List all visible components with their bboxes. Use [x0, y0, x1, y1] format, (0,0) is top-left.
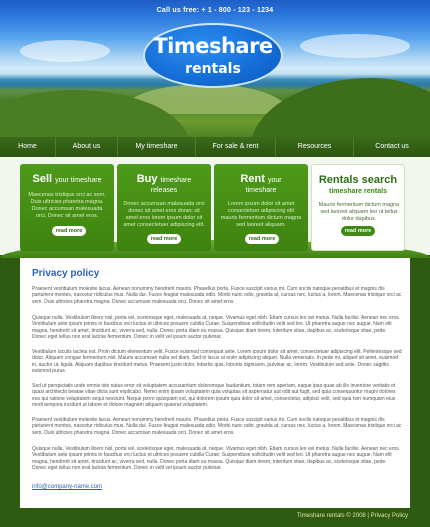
page-title: Privacy policy	[32, 268, 100, 279]
nav-item-my-timeshare[interactable]: My timeshare	[118, 137, 196, 157]
promo-text: Maecenas tristique orci ac sem. Duis ultricies pharetra magna. Donec accumsan malesuada orci. Donec sit amet eros.	[28, 192, 106, 219]
promo-rentals-search	[311, 164, 405, 251]
nav-item-home[interactable]: Home	[0, 137, 56, 157]
promo-heading	[214, 173, 308, 185]
nav-item-contact-us[interactable]: Contact us	[375, 143, 409, 150]
copyright-text: Timeshare rentals © 2008	[296, 513, 366, 519]
logo-subtitle: rentals	[185, 61, 241, 77]
promo-heading-small: your timeshare	[55, 177, 102, 184]
promo-text: Donec accumsan malesuada orci donec sit amet eros donec sit amet eros lorem ipsum dolor sit amet consectetuer adipiscing elit.	[123, 201, 205, 228]
promo-heading	[20, 173, 114, 185]
header-hero	[0, 0, 430, 137]
footer	[0, 508, 430, 527]
content-paragraph: Praesent vestibulum molestie lacus. Aenean nonummy hendrerit mauris. Phasellus porta. Fusce suscipit varius mi. Cum sociis natoque penatibus et magnis dis parturient montes, nascetur ridiculus mus. Nulla dui. Fusce feugiat malesuada odio. Morbi nunc odio, gravida at, cursus nec, luctus a, lorem. Maecenas tristique orci ac sem. Duis ultricies pharetra magna. Donec accumsan malesuada orci. Donec sit amet eros.	[32, 417, 402, 436]
main-content	[20, 258, 410, 508]
email-link[interactable]: info@company-name.com	[32, 484, 103, 490]
promo-subheading: timeshare	[245, 187, 277, 194]
promo-sell	[20, 164, 114, 251]
promo-subheading: releases	[150, 187, 178, 194]
promo-heading	[117, 173, 211, 185]
promo-subheading: timeshare rentals	[329, 188, 387, 195]
content-paragraph: Quisque nulla. Vestibulum libero nisl, porta vel, scelerisque eget, malesuada at, neque. Vivamus eget nibh. Etiam cursus leo vel metus. Nulla facilisi. Aenean nec eros. Vestibulum ante ipsum primis in faucibus orci luctus et ultrices posuere cubilia Curae; Suspendisse sollicitudin velit sed leo. Ut pharetra augue nec augue. Nam elit magna, hendrerit sit amet, tincidunt ac, viverra sed, nulla. Donec porta diam eu massa. Quisque diam lorem, interdum vitae, dapibus ac, scelerisque vitae, pede. Donec eget tellus non erat lacinia fermentum. Donec in velit vel ipsum auctor pulvinar.	[32, 315, 401, 341]
nav-item-resources[interactable]: Resources	[276, 137, 354, 157]
read-more-button[interactable]: read more	[341, 226, 375, 236]
main-nav	[0, 137, 430, 157]
nav-item-about-us[interactable]: About us	[56, 137, 118, 157]
promo-text: Lorem ipsum dolor sit amet consectetuer adipiscing elit mauris fermentum dictum magna sed laoreet aliquam.	[220, 201, 302, 228]
promo-heading	[312, 174, 404, 186]
content-paragraph: Vestibulum iaculis lacinia est. Proin dictum elementum velit. Fusce euismod consequat ante. Lorem ipsum dolor sit amet, consectetuer adipiscing elit. Pellentesque sed dolor. Aliquam congue fermentum nisl. Mauris accumsan nulla vel diam. Sed in lacus ut enim adipiscing aliquet. Nulla venenatis. In pede mi, aliquet sit amet, euismod in, auctor ut, ligula. Aliquam dapibus tincidunt metus. Praesent justo dolor, lobortis quis, lobortis dignissim, pulvinar ac, lorem. Vestibulum sed ante. Donec sagittis euismod purus.	[32, 349, 402, 375]
cloud-decoration	[300, 34, 410, 58]
privacy-policy-link[interactable]: Privacy Policy	[370, 513, 408, 519]
promo-heading-big: Sell	[32, 173, 53, 185]
site-logo[interactable]	[143, 23, 283, 88]
hill-decoration	[250, 78, 430, 137]
promo-text: Mauris fermentum dictum magna sed laoreet aliquam leo ut tellus dolor dapibus.	[318, 202, 400, 222]
phone-number: Call us free: + 1 - 800 - 123 - 1234	[156, 7, 274, 14]
footer-separator: |	[365, 513, 371, 519]
read-more-button[interactable]: read more	[245, 234, 279, 244]
content-paragraph: Quisque nulla. Vestibulum libero nisl, porta vel, scelerisque eget, malesuada at, neque. Vivamus eget nibh. Etiam cursus leo vel metus. Nulla facilisi. Aenean nec eros. Vestibulum ante ipsum primis in faucibus orci luctus et ultrices posuere cubilia Curae; Suspendisse sollicitudin velit sed leo. Ut pharetra augue nec augue. Nam elit magna, hendrerit sit amet, tincidunt ac, viverra sed, nulla. Donec porta diam eu massa. Quisque diam lorem, interdum vitae, dapibus ac, scelerisque vitae, pede. Donec eget tellus non erat lacinia fermentum. Donec in velit vel ipsum auctor pulvinar.	[32, 446, 401, 472]
footer-text	[297, 513, 408, 519]
promo-heading-small: your	[267, 177, 282, 184]
promo-heading-small: timeshare	[160, 177, 192, 184]
cloud-decoration	[20, 40, 110, 62]
read-more-button[interactable]: read more	[147, 234, 181, 244]
promo-heading-big: Rent	[240, 173, 265, 185]
promo-heading-big: Buy	[136, 173, 158, 185]
content-paragraph: Praesent vestibulum molestie lacus. Aenean nonummy hendrerit mauris. Phasellus porta. Fusce suscipit varius mi. Cum sociis natoque penatibus et magnis dis parturient montes, nascetur ridiculus mus. Nulla dui. Fusce feugiat malesuada odio. Morbi nunc odio, gravida at, cursus nec, luctus a, lorem. Maecenas tristique orci ac sem. Duis ultricies pharetra magna. Donec accumsan malesuada orci. Donec sit amet eros.	[32, 286, 402, 305]
read-more-button[interactable]: read more	[52, 226, 86, 236]
promo-heading-big: Rentals search	[318, 174, 398, 186]
content-paragraph: Sed ut perspiciatis unde omnis iste natus error sit voluptatem accusantium doloremque laudantium, totam rem aperiam, eaque ipsa quae ab illo inventore veritatis et quasi architecto beatae vitae dicta sunt explicabo. Nemo enim ipsam voluptatem quia voluptas sit aspernatur aut odit aut fugit, sed quia consequuntur magni dolores eos qui ratione voluptatem sequi nesciunt. Neque porro quisquam est, qui dolorem ipsum quia dolor sit amet, consectetur, adipisci velit, sed quia non numquam eius modi tempora incidunt ut labore et dolore magnam aliquam quaerat voluptatem.	[32, 383, 396, 409]
logo-title: Timeshare	[153, 34, 273, 58]
nav-item-for-sale-rent[interactable]: For sale & rent	[196, 137, 276, 157]
